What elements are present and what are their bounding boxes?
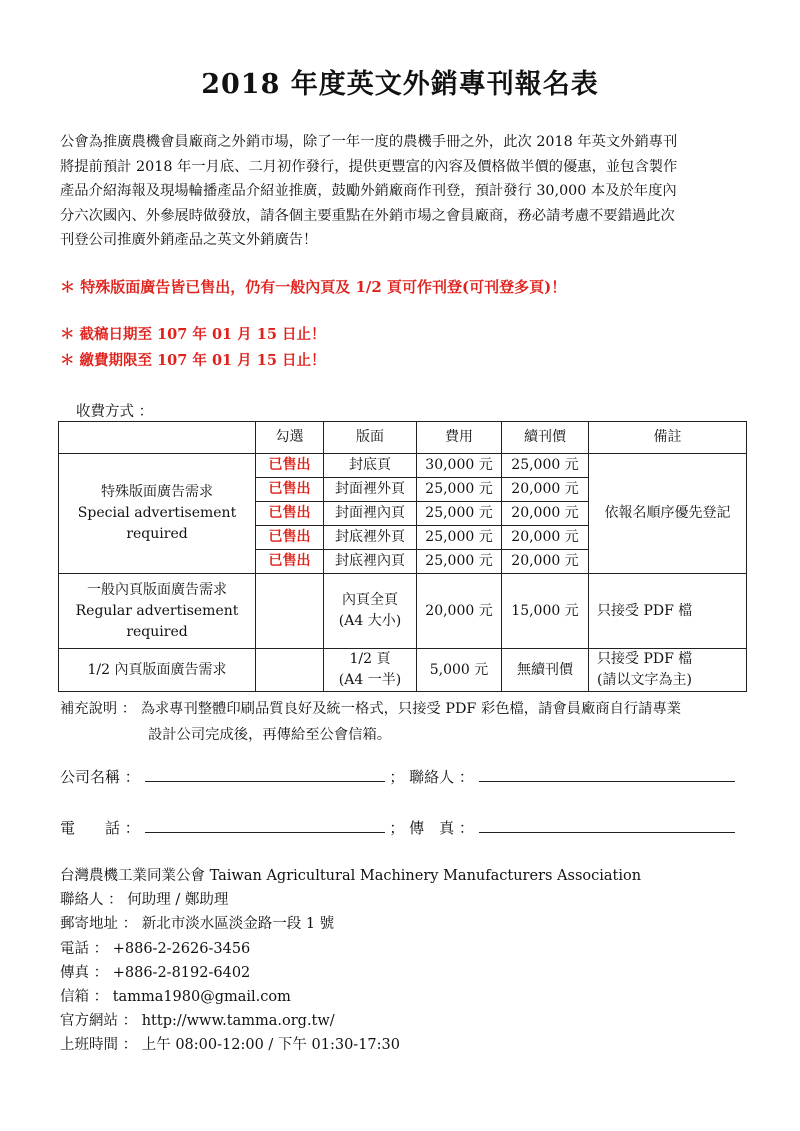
- company-contact-row: [60, 766, 735, 787]
- special-note-cell: 依報名順序優先登記: [589, 454, 747, 574]
- price-cell: 25,000 元: [417, 526, 502, 550]
- renewal-cell: 25,000 元: [502, 454, 589, 478]
- renewal-cell: 20,000 元: [502, 550, 589, 574]
- half-checkbox-cell[interactable]: [256, 649, 324, 692]
- layout-cell: 封面裡外頁: [324, 478, 417, 502]
- intro-paragraph: [60, 130, 750, 253]
- price-cell: 30,000 元: [417, 454, 502, 478]
- supplement-line: 設計公司完成後，再傳給至公會信箱。: [148, 727, 392, 743]
- note-cell: [589, 649, 747, 692]
- price-cell: 25,000 元: [417, 550, 502, 574]
- layout-line: 1/2 頁: [349, 651, 391, 667]
- page-title: 2018 年度英文外銷專刊報名表: [201, 69, 599, 100]
- half-group-label: 1/2 內頁版面廣告需求: [59, 649, 256, 692]
- layout-cell: 封底裡外頁: [324, 526, 417, 550]
- header-cell: 續刊價: [502, 422, 589, 454]
- manuscript-deadline-notice: ＊ 截稿日期至 107 年 01 月 15 日止！: [60, 326, 326, 343]
- intro-line: 產品介紹海報及現場輪播產品介紹並推廣，鼓勵外銷廠商作刊登，預計發行 30,000 本及於年度內: [60, 183, 677, 199]
- table-row: [59, 649, 747, 692]
- header-cell: 勾選: [256, 422, 324, 454]
- fax-field[interactable]: [479, 818, 735, 833]
- layout-line: (A4 一半): [338, 672, 402, 688]
- layout-line: (A4 大小): [338, 613, 402, 629]
- header-cell: 版面: [324, 422, 417, 454]
- phone-number: 電話 ： +886-2-2626-3456: [60, 940, 251, 957]
- sold-out-badge: 已售出: [256, 478, 324, 502]
- table-row: [59, 574, 747, 649]
- payment-deadline-notice: ＊ 繳費期限至 107 年 01 月 15 日止！: [60, 352, 326, 369]
- contact-persons: 聯絡人 ： 何助理 / 鄭助理: [60, 892, 229, 909]
- price-cell: 5,000 元: [417, 649, 502, 692]
- renewal-cell: 20,000 元: [502, 502, 589, 526]
- price-cell: 20,000 元: [417, 574, 502, 649]
- fax-number: 傳真 ： +886-2-8192-6402: [60, 964, 251, 981]
- sold-out-badge: 已售出: [256, 526, 324, 550]
- fee-method-label: 收費方式 ：: [76, 404, 154, 420]
- table-row: [59, 454, 747, 478]
- association-name: 台灣農機工業同業公會 Taiwan Agricultural Machinery Manufacturers Association: [60, 868, 642, 884]
- layout-cell: 封面裡內頁: [324, 502, 417, 526]
- mailing-address: 郵寄地址 ： 新北市淡水區淡金路一段 1 號: [60, 916, 335, 933]
- renewal-cell: 15,000 元: [502, 574, 589, 649]
- phone-label: 電 話 ：: [60, 819, 140, 837]
- special-group-label: [59, 454, 256, 574]
- email-address[interactable]: 信箱 ： tamma1980@gmail.com: [60, 989, 291, 1006]
- special-label-en: Special advertisement required: [77, 505, 237, 542]
- sold-out-notice: ＊ 特殊版面廣告皆已售出，仍有一般內頁及 1/2 頁可作刊登(可刊登多頁)！: [60, 278, 567, 296]
- website-link[interactable]: 官方網站 ： http://www.tamma.org.tw/: [60, 1013, 335, 1030]
- sold-out-badge: 已售出: [256, 454, 324, 478]
- note-line: (請以文字為主): [597, 672, 692, 688]
- renewal-cell: 無續刊價: [502, 649, 589, 692]
- ad-pricing-table: [58, 421, 747, 692]
- header-cell: 費用: [417, 422, 502, 454]
- layout-cell: [324, 574, 417, 649]
- regular-group-label: [59, 574, 256, 649]
- header-cell: [59, 422, 256, 454]
- phone-field[interactable]: [145, 818, 385, 833]
- regular-label-zh: 一般內頁版面廣告需求: [87, 581, 227, 598]
- intro-line: 公會為推廣農機會員廠商之外銷市場，除了一年一度的農機手冊之外，此次 2018 年英文外銷專刊: [60, 134, 678, 150]
- company-label: 公司名稱 ：: [60, 768, 140, 786]
- layout-cell: 封底裡內頁: [324, 550, 417, 574]
- price-cell: 25,000 元: [417, 502, 502, 526]
- regular-label-en: Regular advertisement required: [75, 602, 239, 640]
- renewal-cell: 20,000 元: [502, 526, 589, 550]
- phone-fax-row: [60, 817, 735, 838]
- layout-cell: 封底頁: [324, 454, 417, 478]
- sold-out-badge: 已售出: [256, 550, 324, 574]
- contact-info: [60, 864, 641, 1058]
- supplement-line: 補充說明 ： 為求專刊整體印刷品質良好及統一格式，只接受 PDF 彩色檔，請會員廠商自行請專業: [60, 701, 682, 717]
- fax-label: ； 傳 真 ：: [389, 819, 474, 837]
- office-hours: 上班時間 ： 上午 08:00-12:00 / 下午 01:30-17:30: [60, 1037, 400, 1054]
- supplement-note: [60, 696, 681, 748]
- intro-line: 刊登公司推廣外銷產品之英文外銷廣告！: [60, 232, 318, 248]
- company-name-field[interactable]: [145, 767, 385, 782]
- regular-checkbox-cell[interactable]: [256, 574, 324, 649]
- layout-line: 內頁全頁: [342, 592, 398, 608]
- layout-cell: [324, 649, 417, 692]
- special-label-zh: 特殊版面廣告需求: [101, 484, 213, 500]
- header-cell: 備註: [589, 422, 747, 454]
- note-line: 只接受 PDF 檔: [597, 651, 693, 667]
- price-cell: 25,000 元: [417, 478, 502, 502]
- table-header-row: [59, 422, 747, 454]
- sold-out-badge: 已售出: [256, 502, 324, 526]
- intro-line: 分六次國內、外參展時做發放，請各個主要重點在外銷市場之會員廠商，務必請考慮不要錯過此次: [60, 207, 675, 224]
- contact-person-field[interactable]: [479, 767, 735, 782]
- renewal-cell: 20,000 元: [502, 478, 589, 502]
- note-cell: 只接受 PDF 檔: [589, 574, 747, 649]
- contact-label: ； 聯絡人 ：: [389, 768, 474, 786]
- intro-line: 將提前預計 2018 年一月底、二月初作發行，提供更豐富的內容及價格做半價的優惠，並包含製作: [60, 158, 678, 175]
